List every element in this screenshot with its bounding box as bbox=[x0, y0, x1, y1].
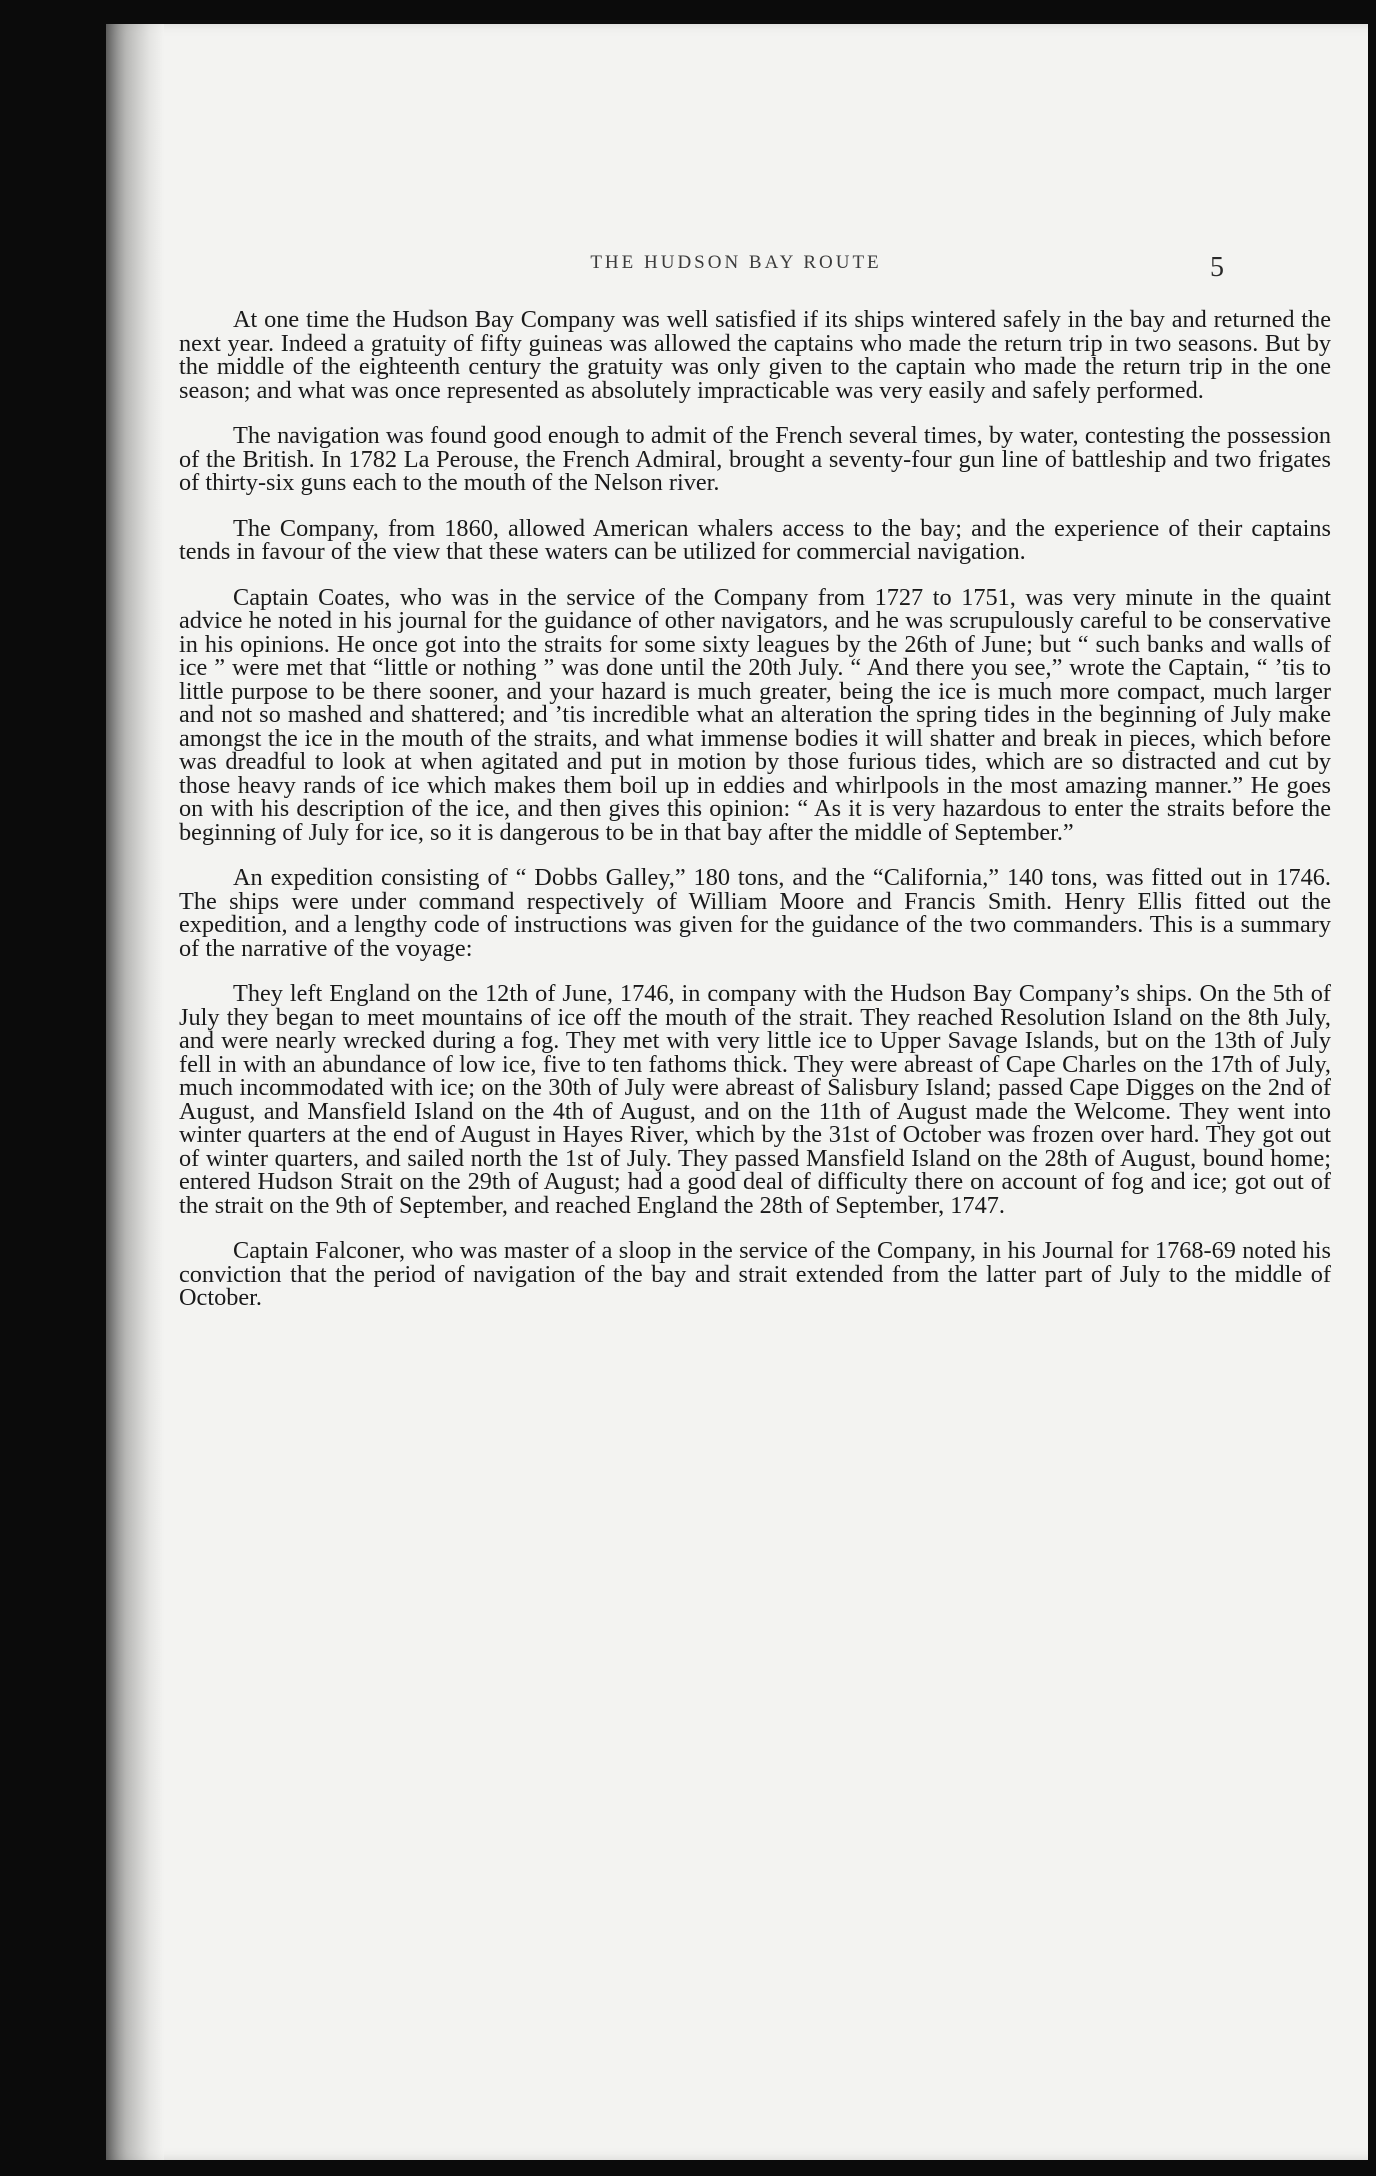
paragraph-french-navigation: The navigation was found good enough to admit of the French several times, by water, contesting the possession of the British. In 1782 La Perouse, the French Admiral, brought a seventy-four gun line of battleship and two frigates of thirty-six guns each to the mouth of the Nelson river. bbox=[179, 422, 1331, 496]
paragraph-gratuity: At one time the Hudson Bay Company was well satisfied if its ships wintered safely in the bay and returned the next year. Indeed a gratuity of fifty guineas was allowed the captains who made the return trip in two seasons. But by the middle of the eighteenth century the gratuity was only given to the captain who made the return trip in the one season; and what was once represented as absolutely impracticable was very easily and safely performed. bbox=[179, 306, 1331, 404]
page-gutter-shadow bbox=[106, 24, 164, 2160]
running-title: THE HUDSON BAY ROUTE bbox=[590, 252, 882, 273]
running-head bbox=[106, 252, 1368, 282]
body-text bbox=[179, 308, 1331, 1332]
paragraph-american-whalers: The Company, from 1860, allowed American whalers access to the bay; and the experience of their captains tends in favour of the view that these waters can be utilized for commercial navigation. bbox=[179, 514, 1331, 565]
paragraph-voyage-narrative: They left England on the 12th of June, 1746, in company with the Hudson Bay Company’s ships. On the 5th of July they began to meet mountains of ice off the mouth of the strait. They reached Resolution Island on the 8th July, and were nearly wrecked during a fog. They met with very little ice to Upper Savage Islands, but on the 13th of July fell in with an abundance of low ice, five to ten fathoms thick. They were abreast of Cape Charles on the 17th of July, much incommodated with ice; on the 30th of July were abreast of Salisbury Island; passed Cape Digges on the 2nd of August, and Mansfield Island on the 4th of August, and on the 11th of August made the Welcome. They went into winter quarters at the end of August in Hayes River, which by the 31st of October was frozen over hard. They got out of winter quarters, and sailed north the 1st of July. They passed Mansfield Island on the 28th of August, bound home; entered Hudson Strait on the 29th of August; had a good deal of difficulty there on account of fog and ice; got out of the strait on the 9th of September, and reached England the 28th of September, 1747. bbox=[179, 980, 1331, 1219]
book-page bbox=[106, 24, 1368, 2160]
paragraph-captain-coates: Captain Coates, who was in the service of the Company from 1727 to 1751, was very minute in the quaint advice he noted in his journal for the guidance of other navigators, and he was scrupulously careful to be conservative in his opinions. He once got into the straits for some sixty leagues by the 26th of June; but “ such banks and walls of ice ” were met that “little or nothing ” was done until the 20th July. “ And there you see,” wrote the Captain, “ ’tis to little purpose to be there sooner, and your hazard is much greater, being the ice is much more compact, much larger and not so mashed and shattered; and ’tis incredible what an alteration the spring tides in the beginning of July make amongst the ice in the mouth of the straits, and what immense bodies it will shatter and break in pieces, which before was dreadful to look at when agitated and put in motion by those furious tides, which are so distracted and cut by those heavy rands of ice which makes them boil up in eddies and whirlpools in the most amazing manner.” He goes on with his description of the ice, and then gives this opinion: “ As it is very hazardous to enter the straits before the beginning of July for ice, so it is dangerous to be in that bay after the middle of September.” bbox=[179, 583, 1331, 846]
paragraph-expedition-1746: An expedition consisting of “ Dobbs Galley,” 180 tons, and the “California,” 140 tons, was fitted out in 1746. The ships were under command respectively of William Moore and Francis Smith. Henry Ellis fitted out the expedition, and a lengthy code of instructions was given for the guidance of the two commanders. This is a summary of the narrative of the voyage: bbox=[179, 864, 1331, 962]
page-number: 5 bbox=[1210, 252, 1224, 283]
paragraph-captain-falconer: Captain Falconer, who was master of a sloop in the service of the Company, in his Journal for 1768-69 noted his conviction that the period of navigation of the bay and strait extended from the latter part of July to the middle of October. bbox=[179, 1237, 1331, 1311]
